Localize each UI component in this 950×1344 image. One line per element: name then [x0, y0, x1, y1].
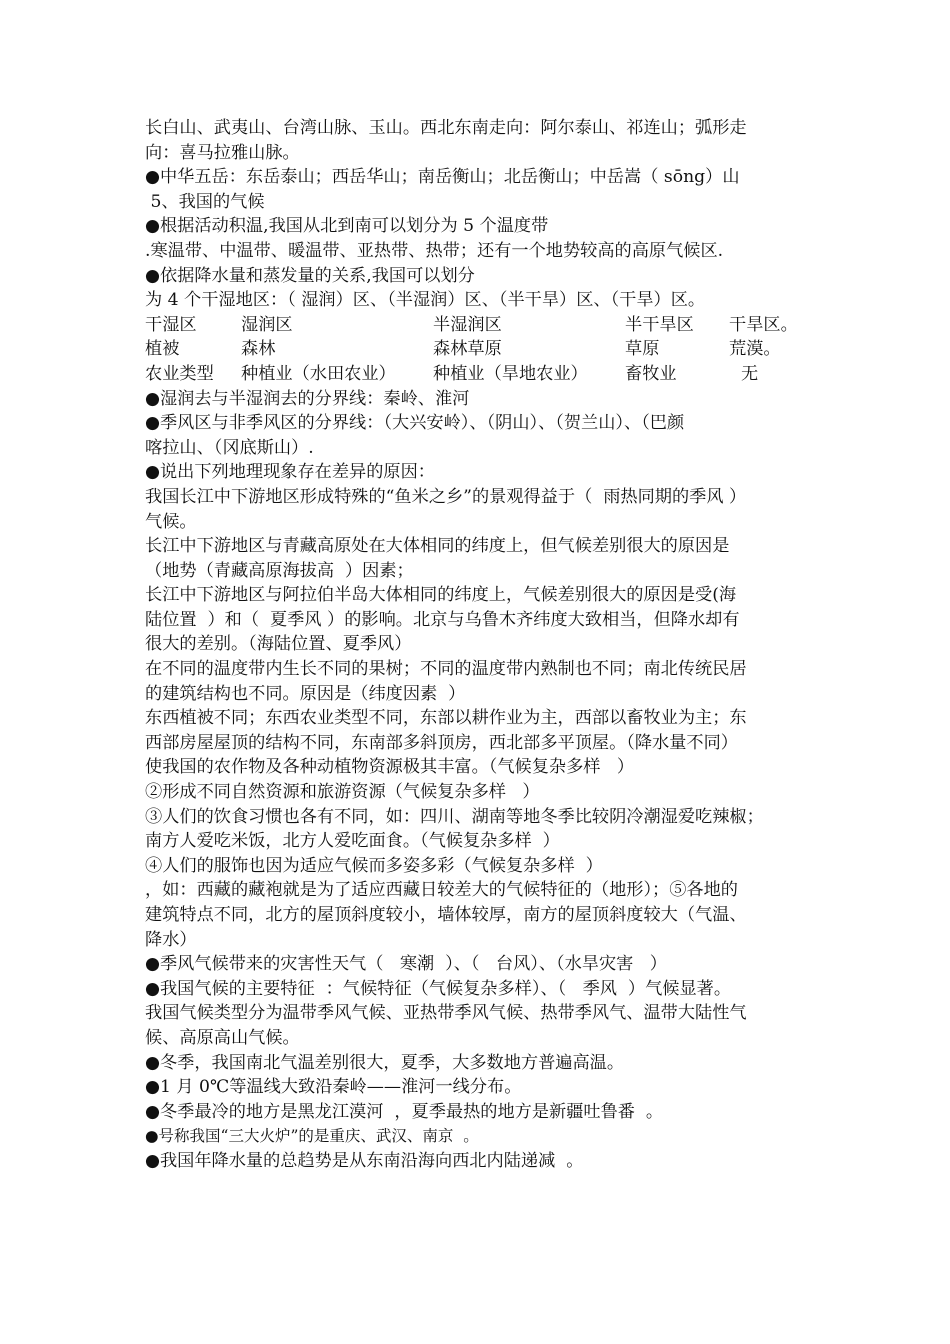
text-line: ●依据降水量和蒸发量的关系,我国可以划分: [145, 265, 475, 286]
text-line: ●季风气候带来的灾害性天气（ 寒潮 ）、（ 台风）、（水旱灾害 ）: [145, 954, 667, 975]
text-line: ●1 月 0℃等温线大致沿秦岭——淮河一线分布。: [145, 1077, 522, 1098]
text-line: 陆位置 ）和（ 夏季风 ）的影响。北京与乌鲁木齐纬度大致相当，但降水却有: [145, 609, 740, 630]
text-line: 为 4 个干湿地区：（ 湿润）区、（半湿润）区、（半干旱）区、（干旱）区。: [145, 290, 706, 311]
table-cell: 干旱区。: [729, 314, 798, 335]
text-line: ●冬季，我国南北气温差别很大，夏季，大多数地方普遍高温。: [145, 1052, 625, 1073]
text-line: ●冬季最冷的地方是黑龙江漠河 ，夏季最热的地方是新疆吐鲁番 。: [145, 1101, 664, 1122]
table-cell: 干湿区: [145, 314, 197, 335]
text-line: ●根据活动积温,我国从北到南可以划分为 5 个温度带: [145, 216, 549, 237]
text-line: 很大的差别。（海陆位置、夏季风）: [145, 634, 412, 655]
text-line: 气候。: [145, 511, 197, 532]
text-line-small: ●号称我国“三大火炉”的是重庆、武汉、南京 。: [145, 1127, 479, 1146]
table-cell: 种植业（水田农业）: [241, 363, 396, 384]
text-line: ●中华五岳：东岳泰山；西岳华山；南岳衡山；北岳衡山；中岳嵩（ sōng）山: [145, 167, 740, 188]
table-cell: 草原: [625, 339, 660, 360]
text-line: 我国气候类型分为温带季风气候、亚热带季风气候、热带季风气、温带大陆性气: [145, 1003, 747, 1024]
table-cell: 湿润区: [241, 314, 293, 335]
text-line: 向：喜马拉雅山脉。: [145, 142, 300, 163]
table-cell: 种植业（旱地农业）: [433, 363, 588, 384]
text-line: 长江中下游地区与阿拉伯半岛大体相同的纬度上，气候差别很大的原因是受(海: [145, 585, 737, 606]
text-line: ●我国年降水量的总趋势是从东南沿海向西北内陆递减 。: [145, 1150, 584, 1171]
table-cell: 农业类型: [145, 363, 214, 384]
text-line: ●季风区与非季风区的分界线：（大兴安岭）、（阴山）、（贺兰山）、（巴颜: [145, 413, 685, 434]
text-line: 长江中下游地区与青藏高原处在大体相同的纬度上，但气候差别很大的原因是: [145, 536, 730, 557]
text-line: 降水）: [145, 929, 197, 950]
table-cell: 森林草原: [433, 339, 502, 360]
text-line: 南方人爱吃米饭，北方人爱吃面食。（气候复杂多样 ）: [145, 831, 560, 852]
table-cell: 半干旱区: [625, 314, 694, 335]
document-body: [145, 116, 815, 1174]
text-line: ，如：西藏的藏袍就是为了适应西藏日较差大的气候特征的（地形）；⑤各地的: [145, 880, 738, 901]
text-line: 我国长江中下游地区形成特殊的“鱼米之乡”的景观得益于（ 雨热同期的季风 ）: [145, 486, 747, 507]
text-line: .寒温带、中温带、暖温带、亚热带、热带；还有一个地势较高的高原气候区.: [145, 240, 724, 261]
text-line: 使我国的农作物及各种动植物资源极其丰富。（气候复杂多样 ）: [145, 757, 635, 778]
text-line: 的建筑结构也不同。原因是（纬度因素 ）: [145, 683, 466, 704]
table-cell: 植被: [145, 339, 180, 360]
text-line: 长白山、武夷山、台湾山脉、玉山。西北东南走向：阿尔泰山、祁连山；弧形走: [145, 118, 747, 138]
text-line: ●我国气候的主要特征 ：气候特征（气候复杂多样）、（ 季风 ）气候显著。: [145, 978, 732, 999]
text-line: 在不同的温度带内生长不同的果树；不同的温度带内熟制也不同；南北传统民居: [145, 659, 747, 680]
text-line: ②形成不同自然资源和旅游资源（气候复杂多样 ）: [145, 782, 540, 803]
section-heading: 5、我国的气候: [145, 191, 265, 212]
table-cell: 森林: [241, 339, 276, 360]
text-line: 候、高原高山气候。: [145, 1027, 300, 1048]
table-cell: 畜牧业: [625, 363, 677, 384]
text-line: 喀拉山、（冈底斯山）.: [145, 437, 314, 458]
text-line: （地势（青藏高原海拔高 ）因素；: [145, 560, 414, 581]
text-line: ③人们的饮食习惯也各有不同，如：四川、湖南等地冬季比较阴冷潮湿爱吃辣椒；: [145, 806, 764, 827]
table-row: [145, 337, 815, 362]
text-line: ④人们的服饰也因为适应气候而多姿多彩（气候复杂多样 ）: [145, 855, 603, 876]
table-row: [145, 313, 815, 338]
text-line: 西部房屋屋顶的结构不同，东南部多斜顶房，西北部多平顶屋。（降水量不同）: [145, 732, 738, 753]
table-cell: 半湿润区: [433, 314, 502, 335]
text-line: 建筑特点不同，北方的屋顶斜度较小，墙体较厚，南方的屋顶斜度较大（气温、: [145, 905, 747, 925]
text-line: 东西植被不同；东西农业类型不同，东部以耕作业为主，西部以畜牧业为主；东: [145, 708, 747, 729]
table-cell: 无: [741, 363, 759, 384]
table-cell: 荒漠。: [729, 339, 781, 360]
table-row: [145, 362, 815, 387]
text-line: ●湿润去与半湿润去的分界线：秦岭、淮河: [145, 388, 470, 409]
text-line: ●说出下列地理现象存在差异的原因：: [145, 462, 435, 483]
